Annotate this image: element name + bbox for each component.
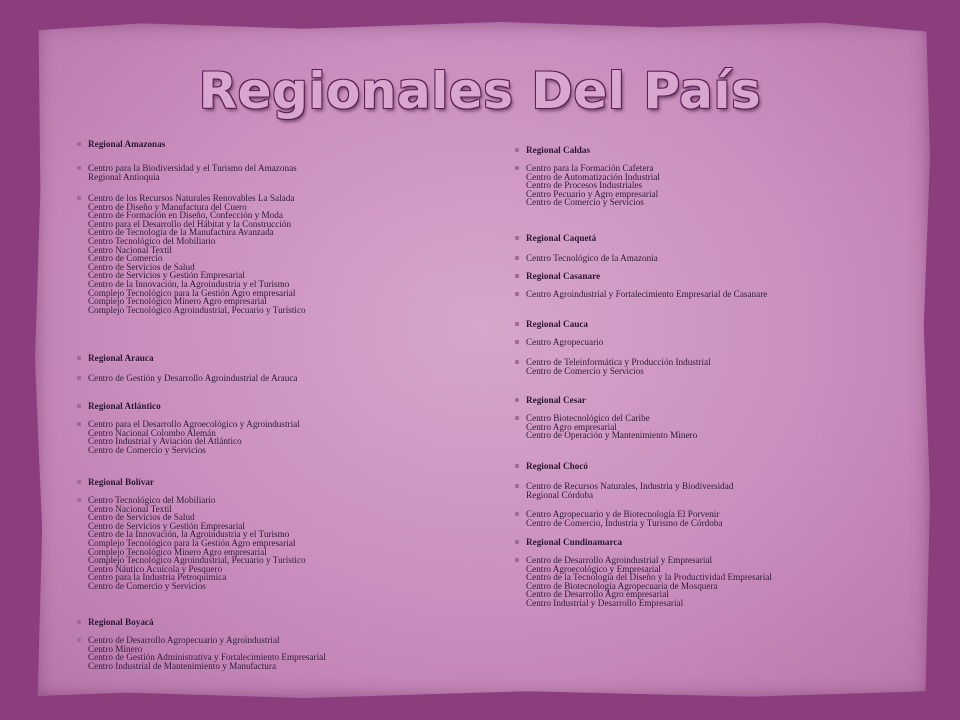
regional-heading: Regional Caquetá [526, 233, 597, 243]
slide-title: Regionales Del País [198, 62, 762, 120]
center-list: Centro de Desarrollo Agroindustrial y Empresarial Centro Agroecológico y Empresarial Centro de la Tecnología del Diseño y la Productividad Empresarial Centro de Biotecnología Agropecuaria de Mosquera Centro de Desarrollo Agro empresarial Centro Industrial y Desarrollo Empresarial [526, 555, 772, 608]
center-list: Centro Agropecuario [526, 337, 604, 347]
regional-heading: Regional Cundinamarca [526, 537, 623, 547]
paper-background [35, 22, 930, 698]
center-list: Centro Biotecnológico del Caribe Centro Agro empresarial Centro de Operación y Mantenimiento Minero [526, 413, 698, 441]
regional-heading: Regional Chocó [526, 461, 589, 471]
regional-heading: Regional Cesar [526, 395, 586, 405]
center-list: Centro para la Biodiversidad y el Turismo del Amazonas Regional Antioquia [88, 163, 297, 182]
regional-heading: Regional Amazonas [88, 140, 478, 149]
center-list: Centro Tecnológico del Mobiliario Centro Nacional Textil Centro de Servicios de Salud Centro de Servicios y Gestión Empresarial Centro de la Innovación, la Agroindustria y el Turismo Complejo Tecnológico para la Gestión Agro empresarial Complejo Tecnológico Minero Agro empresarial Complejo Tecnológico Agroindustrial, Pecuario y Turístico Centro Náutico Acuícola y Pesquero Centro para la Industria Petroquímica Centro de Comercio y Servicios [88, 495, 306, 591]
center-list: Centro para la Formación Cafetera Centro de Automatización Industrial Centro de Procesos Industriales Centro Pecuario y Agro empresarial Centro de Comercio y Servicios [526, 163, 660, 208]
regional-heading: Regional Caldas [526, 145, 591, 155]
center-list: Centro de Recursos Naturales, Industria y Biodiversidad Regional Córdoba [526, 481, 734, 500]
center-list: Centro de Teleinformática y Producción Industrial Centro de Comercio y Servicios [526, 357, 711, 376]
center-list: Centro Tecnológico de la Amazonia [526, 253, 658, 263]
center-list: Centro para el Desarrollo Agroecológico y Agroindustrial Centro Nacional Colombo Alemán Centro Industrial y Aviación del Atlántico Centro de Comercio y Servicios [88, 419, 300, 455]
regional-heading: Regional Arauca [88, 353, 154, 363]
regional-heading: Regional Boyacá [88, 617, 154, 627]
regional-heading: Regional Bolívar [88, 477, 155, 487]
center-list: Centro Agroindustrial y Fortalecimiento Empresarial de Casanare [526, 289, 768, 299]
regional-heading: Regional Cauca [526, 319, 589, 329]
regional-heading: Regional Atlántico [88, 401, 161, 411]
left-column [88, 139, 478, 671]
center-list: Centro de Desarrollo Agropecuario y Agroindustrial Centro Minero Centro de Gestión Administrativa y Fortalecimiento Empresarial Centro Industrial de Mantenimiento y Manufactura [88, 635, 326, 671]
center-list: Centro de Gestión y Desarrollo Agroindustrial de Arauca [88, 373, 298, 383]
regional-heading: Regional Casanare [526, 271, 601, 281]
center-list: Centro Agropecuario y de Biotecnología El Porvenir Centro de Comercio, Industria y Turismo de Córdoba [526, 509, 723, 528]
center-list: Centro de los Recursos Naturales Renovables La Salada Centro de Diseño y Manufactura del Cuero Centro de Formación en Diseño, Confección y Moda Centro para el Desarrollo del Hábitat y la Construcción Centro de Tecnología de la Manufactura Avanzada Centro Tecnológico del Mobiliario Centro Nacional Textil Centro de Comercio Centro de Servicios de Salud Centro de Servicios y Gestión Empresarial Centro de la Innovación, la Agroindustria y el Turismo Complejo Tecnológico para la Gestión Agro empresarial Complejo Tecnológico Minero Agro empresarial Complejo Tecnológico Agroindustrial, Pecuario y Turístico [88, 193, 306, 315]
